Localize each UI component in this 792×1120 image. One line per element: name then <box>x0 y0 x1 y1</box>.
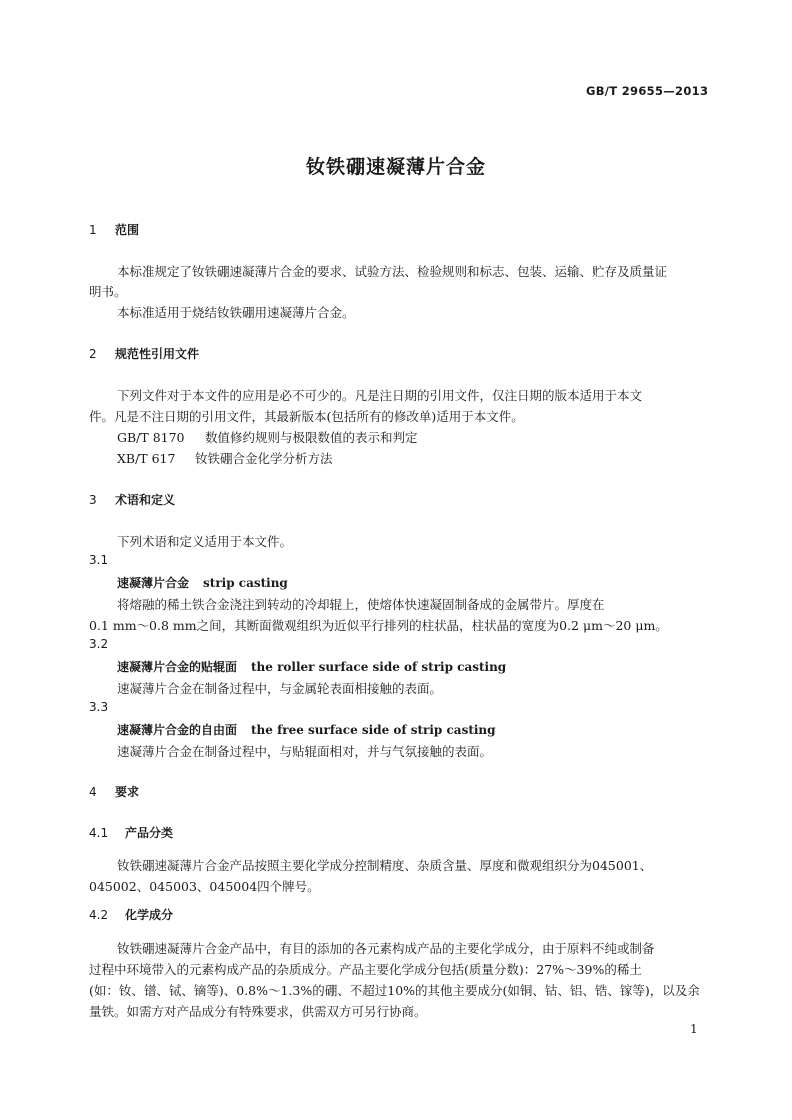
paragraph-line: 045002、045003、045004四个牌号。 <box>89 879 320 894</box>
paragraph-line: 本标准适用于烧结钕铁硼用速凝薄片合金。 <box>117 305 355 320</box>
section-number: 4.2 <box>89 908 109 922</box>
paragraph-line: 本标准规定了钕铁硼速凝薄片合金的要求、试验方法、检验规则和标志、包装、运输、贮存及质量证 <box>117 264 668 279</box>
section-number: 4.1 <box>89 826 109 840</box>
paragraph-line: 量铁。如需方对产品成分有特殊要求，供需双方可另行协商。 <box>89 1004 427 1019</box>
reference-item <box>117 428 418 446</box>
term-number: 3.1 <box>89 553 109 567</box>
section-4-1-heading <box>89 824 173 841</box>
reference-title: 数值修约规则与极限数值的表示和判定 <box>205 430 418 445</box>
paragraph-line: 下列文件对于本文件的应用是必不可少的。凡是注日期的引用文件，仅注日期的版本适用于本文 <box>117 388 643 403</box>
reference-title: 钕铁硼合金化学分析方法 <box>195 451 333 466</box>
term-definition-line: 将熔融的稀土铁合金浇注到转动的冷却辊上，使熔体快速凝固制备成的金属带片。厚度在 <box>117 597 605 612</box>
term-definition-line: 速凝薄片合金在制备过程中，与金属轮表面相接触的表面。 <box>117 681 443 696</box>
section-title: 要求 <box>115 785 140 799</box>
section-title: 术语和定义 <box>115 493 176 507</box>
paragraph-line: (如：钕、镨、铽、镝等)、0.8%～1.3%的硼、不超过10%的其他主要成分(如铜、钴、铝、锆、镓等)，以及余 <box>89 983 700 998</box>
section-3-heading <box>89 491 175 508</box>
section-title: 范围 <box>115 223 140 237</box>
paragraph-line: 件。凡是不注日期的引用文件，其最新版本(包括所有的修改单)适用于本文件。 <box>89 409 524 424</box>
section-1-heading <box>89 221 139 238</box>
section-2-heading <box>89 345 199 362</box>
term-en: strip casting <box>203 576 288 590</box>
reference-code: GB/T 8170 <box>117 430 185 445</box>
paragraph-line: 钕铁硼速凝薄片合金产品中，有目的添加的各元素构成产品的主要化学成分，由于原料不纯或制备 <box>117 941 655 956</box>
term-en: the roller surface side of strip casting <box>251 660 507 674</box>
paragraph-line: 下列术语和定义适用于本文件。 <box>117 534 293 549</box>
section-title: 化学成分 <box>125 908 174 922</box>
term-number: 3.3 <box>89 700 109 714</box>
term-en: the free surface side of strip casting <box>251 723 496 737</box>
term-name <box>117 721 496 738</box>
term-zh: 速凝薄片合金的贴辊面 <box>117 660 238 674</box>
reference-item <box>117 449 333 467</box>
standard-number: GB/T 29655—2013 <box>586 84 709 98</box>
section-title: 规范性引用文件 <box>115 347 200 361</box>
section-4-heading <box>89 783 139 800</box>
page-number: 1 <box>690 1022 698 1036</box>
reference-code: XB/T 617 <box>117 451 176 466</box>
section-number: 1 <box>89 223 97 237</box>
section-number: 2 <box>89 347 97 361</box>
section-number: 3 <box>89 493 97 507</box>
term-zh: 速凝薄片合金 <box>117 576 190 590</box>
term-number: 3.2 <box>89 637 109 651</box>
section-title: 产品分类 <box>125 826 174 840</box>
term-zh: 速凝薄片合金的自由面 <box>117 723 238 737</box>
paragraph-line: 明书。 <box>89 284 127 299</box>
term-definition-line: 0.1 mm～0.8 mm之间，其断面微观组织为近似平行排列的柱状晶，柱状晶的宽度为0.2 μm～20 μm。 <box>89 618 668 633</box>
paragraph-line: 钕铁硼速凝薄片合金产品按照主要化学成分控制精度、杂质含量、厚度和微观组织分为045001、 <box>117 858 653 873</box>
term-name <box>117 574 288 591</box>
term-name <box>117 658 506 675</box>
term-definition-line: 速凝薄片合金在制备过程中，与贴辊面相对，并与气氛接触的表面。 <box>117 744 493 759</box>
paragraph-line: 过程中环境带入的元素构成产品的杂质成分。产品主要化学成分包括(质量分数)：27%～39%的稀土 <box>89 962 642 977</box>
document-title: 钕铁硼速凝薄片合金 <box>305 156 486 178</box>
section-4-2-heading <box>89 906 173 923</box>
section-number: 4 <box>89 785 97 799</box>
